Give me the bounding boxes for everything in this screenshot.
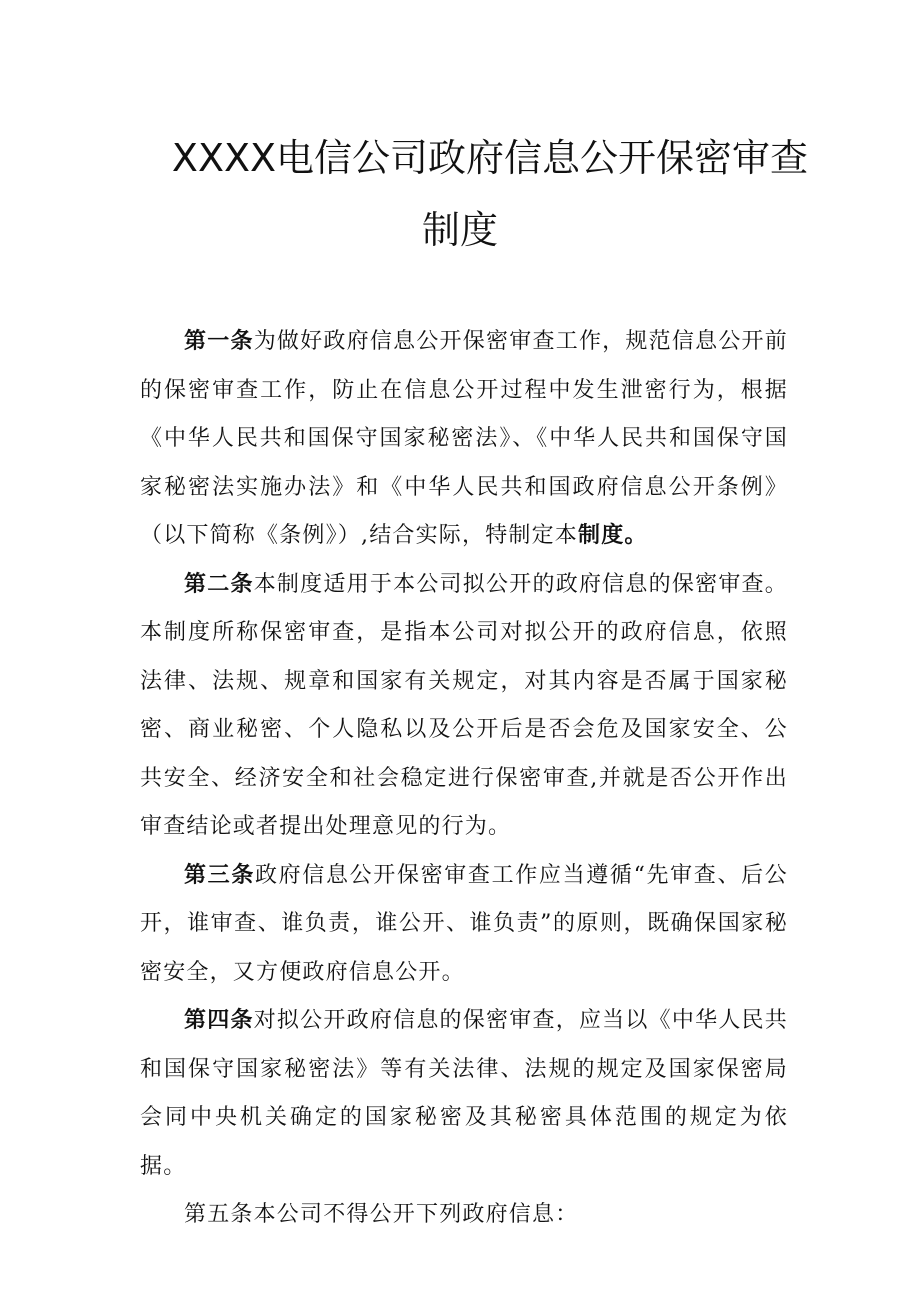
- document-title-line-1: XXXX电信公司政府信息公开保密审查: [171, 136, 809, 180]
- article-label: 第二条: [184, 571, 254, 597]
- article-text: 本制度适用于本公司拟公开的政府信息的保密审查。本制度所称保密审查，是指本公司对拟公开的政府信息，依照法律、法规、规章和国家有关规定，对其内容是否属于国家秘密、商业秘密、个人隐私以及公开后是否会危及国家安全、公共安全、经济安全和社会稳定进行保密审查,并就是否公开作出审查结论或者提出处理意见的行为。: [140, 571, 788, 839]
- article-label: 第一条: [184, 329, 254, 354]
- document-body: [140, 318, 788, 1240]
- article-1: [140, 318, 788, 561]
- article-label: 第五条: [184, 1202, 254, 1227]
- article-label: 第三条: [184, 862, 255, 888]
- article-text: 政府信息公开保密审查工作应当遵循“先审查、后公开，谁审查、谁负责，谁公开、谁负责”的原则，既确保国家秘密安全，又方便政府信息公开。: [140, 862, 788, 985]
- article-text: 对拟公开政府信息的保密审查，应当以《中华人民共和国保守国家秘密法》等有关法律、法规的规定及国家保密局会同中央机关确定的国家秘密及其秘密具体范围的规定为依据。: [140, 1008, 788, 1179]
- article-tail: 制度。: [578, 523, 648, 548]
- article-2: [140, 561, 788, 852]
- article-5: [140, 1191, 788, 1240]
- article-text: 本公司不得公开下列政府信息：: [253, 1202, 579, 1227]
- article-text: 为做好政府信息公开保密审查工作，规范信息公开前的保密审查工作，防止在信息公开过程中发生泄密行为，根据《中华人民共和国保守国家秘密法》、《中华人民共和国保守国家秘密法实施办法》和《中华人民共和国政府信息公开条例》（以下简称《条例》）,结合实际，特制定本: [140, 329, 788, 548]
- article-label: 第四条: [184, 1008, 254, 1033]
- document-title-line-2: 制度: [421, 208, 498, 252]
- article-4: [140, 997, 788, 1191]
- article-3: [140, 852, 788, 998]
